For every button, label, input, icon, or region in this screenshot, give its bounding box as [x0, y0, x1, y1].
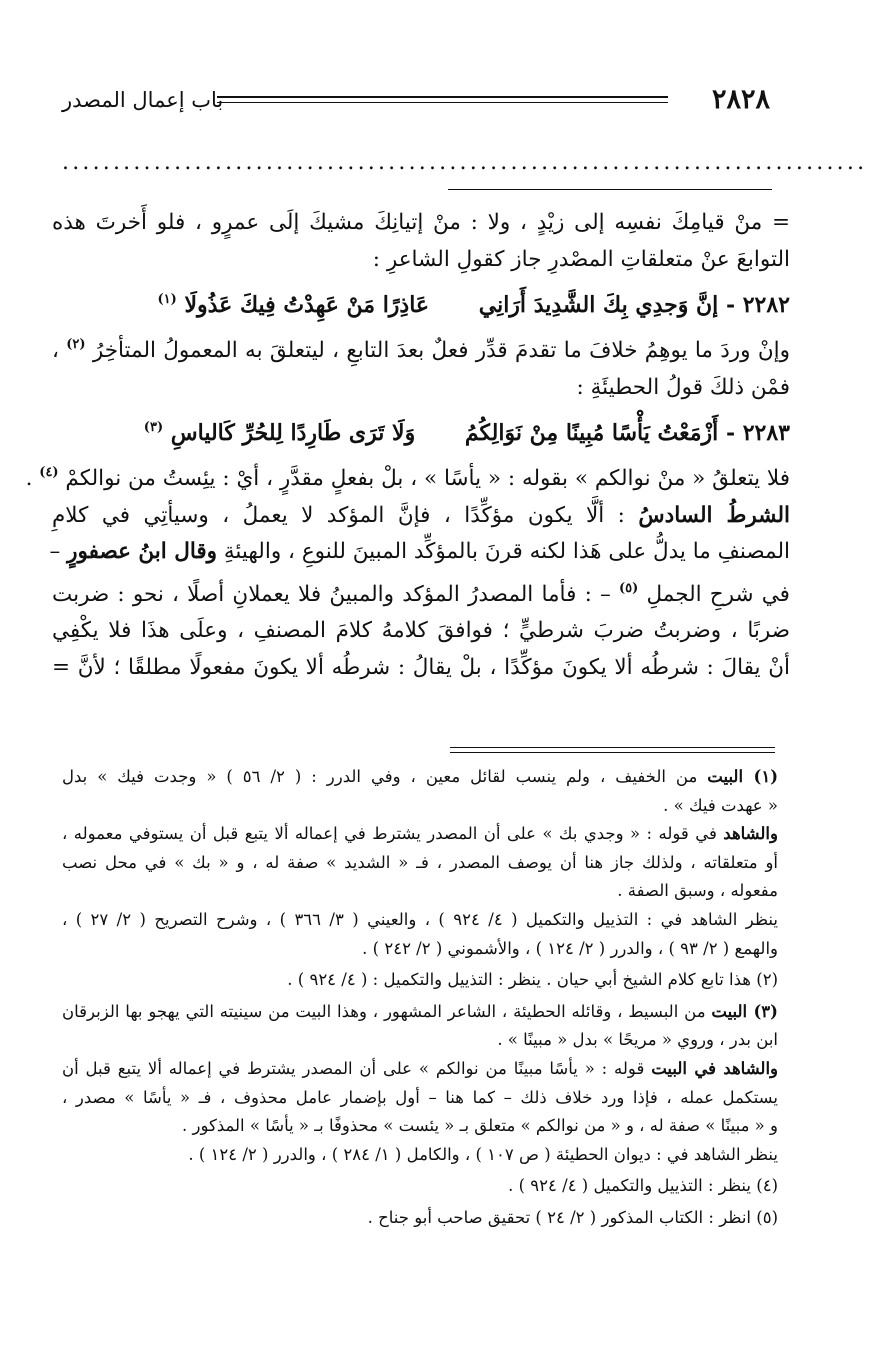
chapter-title: باب إعمال المصدر — [62, 88, 224, 112]
footnote-separator — [450, 747, 775, 753]
footnote-ref: (٢) — [66, 337, 86, 352]
text-line: التوابعَ عنْ متعلقاتِ المصْدرِ جاز كقولِ الشاعرِ : — [372, 246, 790, 272]
text-span: قوله : « يأسًا مبينًا من نوالكم » على أن المصدر يشترط في إعماله ألا يتبع قبل أن — [62, 1058, 645, 1078]
footnote-4 — [62, 1172, 778, 1201]
verse-number: ٢٢٨٣ - — [725, 420, 790, 446]
text-span: فلا يتعلقُ « منْ نوالكم » بقوله : « يأسًا » ، بلْ بفعلٍ مقدَّرٍ ، أيْ : يئِستُ من نوالكمْ — [65, 466, 790, 491]
verse-second-hemistich: عَاذِرًا مَنْ عَهِدْتُ فِيكَ عَذُولَا — [184, 292, 430, 318]
footnote-label: (٣) البيت — [711, 1001, 778, 1021]
footnote-line — [62, 1055, 778, 1084]
footnote-ref: (١) — [157, 292, 177, 307]
text-span: من الخفيف ، ولم ينسب لقائل معين ، وفي الدرر : ( ٢/ ٥٦ ) « وجدت فيك » بدل — [62, 767, 698, 786]
verse-first-hemistich: إنَّ وَجدِي بِكَ الشَّدِيدَ أَرَانِي — [478, 292, 719, 318]
footnote-ref: (٥) — [618, 580, 639, 596]
text-line — [25, 455, 790, 498]
main-text — [25, 205, 791, 686]
text-span: في قوله : « وجدي بك » على أن المصدر يشترط في إعماله ألا يتبع قبل أن يستوفي معموله ، — [62, 824, 717, 844]
text-line: ضربًا ، وضربتُ ضربَ شرطيٍّ ؛ فوافقَ كلامهُ كلامَ المصنفِ ، وعلَى هذَا فلا يكْفِي — [52, 618, 790, 643]
text-span: – : فأما المصدرُ المؤكد والمبينُ فلا يعملانِ أصلًا ، نحو : ضربت — [52, 581, 611, 607]
footnote-line: « عهدت فيك » . — [663, 795, 778, 815]
footnote-line: و « مبينًا » صفة له ، و « من نوالكم » متعلق بـ « يئست » محذوفًا بـ « يأسًا » المذكور . — [181, 1116, 778, 1136]
text-line — [52, 498, 790, 535]
footnote-line — [62, 998, 778, 1027]
continuation-rule — [448, 189, 772, 190]
footnote-line: (٤) ينظر : التذييل والتكميل ( ٤/ ٩٢٤ ) . — [508, 1176, 778, 1196]
condition-heading: الشرطُ السادسُ — [638, 502, 791, 528]
author-name: وقال ابنُ عصفورٍ — [67, 539, 218, 564]
running-header — [62, 84, 770, 118]
verse-2282 — [52, 278, 790, 327]
footnote-5 — [62, 1204, 778, 1233]
verse-second-hemistich: وَلَا تَرَى طَارِدًا لِلحُرِّ كَالياسِ — [170, 420, 416, 446]
verse-first-hemistich: أَزْمَعْتُ يَأْسًا مُبِينًا مِنْ نَوَالِكُمُ — [464, 420, 719, 446]
footnote-line: والهمع ( ٢/ ٩٣ ) ، والدرر ( ٢/ ١٢٤ ) ، والأشموني ( ٢/ ٢٤٢ ) . — [362, 938, 778, 958]
footnote-line: ابن بدر ، وروي « مريحًا » بدل « مبينًا » . — [497, 1030, 778, 1050]
text-line — [49, 534, 790, 571]
footnote-line: أو متعلقاته ، ولذلك جاز هنا أن يوصف المصدر ، فـ « الشديد » صفة له ، و « بك » في محل نصب — [62, 852, 778, 872]
footnote-line: (٥) انظر : الكتاب المذكور ( ٢/ ٢٤ ) تحقيق صاحب أبو جناح . — [367, 1207, 778, 1227]
footnote-line: ينظر الشاهد في : ديوان الحطيئة ( ص ١٠٧ ) ، والكامل ( ١/ ٢٨٤ ) ، والدرر ( ٢/ ١٢٤ ) . — [188, 1144, 778, 1164]
text-line — [52, 327, 790, 370]
page-number: ٢٨٢٨ — [711, 84, 770, 115]
footnote-2 — [62, 966, 778, 995]
text-line: أنْ يقالَ : شرطُه ألا يكونَ مؤكِّدًا ، بلْ يقالُ : شرطُه ألا يكونَ مفعولًا مطلقًا ؛ لأنَّ = — [52, 654, 790, 680]
header-rule — [217, 96, 668, 103]
text-line: = منْ قيامِكَ نفسِه إلى زيْدٍ ، ولا : منْ إتيانِكَ مشيكَ إلَى عمرٍو ، فلو أَخرتَ هذه — [52, 210, 790, 235]
text-span: من البسيط ، وقائله الحطيئة ، الشاعر المشهور ، وهذا البيت من سينيته التي يهجو بها الزبرقان — [62, 1001, 706, 1021]
footnote-line — [62, 820, 778, 849]
footnote-label: والشاهد في البيت — [651, 1058, 778, 1078]
text-line: فمْن ذلكَ قولُ الحطيئَةِ : — [576, 374, 790, 400]
footnote-line: ينظر الشاهد في : التذييل والتكميل ( ٤/ ٩٢٤ ) ، والعيني ( ٣/ ٣٦٦ ) ، وشرح التصريح ( ٢/ ٢٧ ) ، — [62, 909, 778, 929]
verse-number: ٢٢٨٢ - — [725, 292, 790, 318]
footnote-ref: (٤) — [39, 465, 59, 480]
footnote-3 — [62, 998, 778, 1170]
text-span: : ألَّا يكون مؤكِّدًا ، فإنَّ المؤكد لا يعملُ ، وسيأتِي في كلامِ — [52, 502, 625, 528]
footnote-1 — [62, 763, 778, 963]
text-line — [52, 571, 790, 614]
text-span: المصنفِ ما يدلُّ على هَذا لكنه قرنَ بالمؤكِّد المبينَ للنوعِ ، والهيئةِ — [223, 539, 790, 564]
text-span: . — [25, 466, 33, 491]
text-span: وإنْ وردَ ما يوهِمُ خلافَ ما تقدمَ قدِّر فعلٌ بعدَ التابعِ ، ليتعلقَ به المعمولُ المتأخِرُ — [92, 338, 790, 363]
dotted-separator: ............................................................................... — [62, 150, 868, 175]
footnote-line: مفعوله ، وسبق الصفة . — [617, 881, 778, 901]
verse-2283 — [52, 406, 790, 455]
footnote-line — [62, 763, 778, 792]
footnote-ref: (٣) — [143, 420, 164, 435]
footnote-line: يستكمل عمله ، فإذا ورد خلاف ذلك – كما هنا – أول بإضمار عامل محذوف ، فـ « يأسًا » مصدر ، — [62, 1087, 778, 1107]
text-span: – — [49, 539, 61, 564]
footnote-label: والشاهد — [723, 824, 778, 844]
footnotes — [62, 763, 778, 1236]
footnote-line: (٢) هذا تابع كلام الشيخ أبي حيان . ينظر : التذييل والتكميل : ( ٤/ ٩٢٤ ) . — [287, 970, 778, 990]
footnote-label: (١) البيت — [707, 767, 778, 786]
text-span: في شرحِ الجملِ — [646, 581, 790, 607]
text-span: ، — [52, 338, 59, 363]
